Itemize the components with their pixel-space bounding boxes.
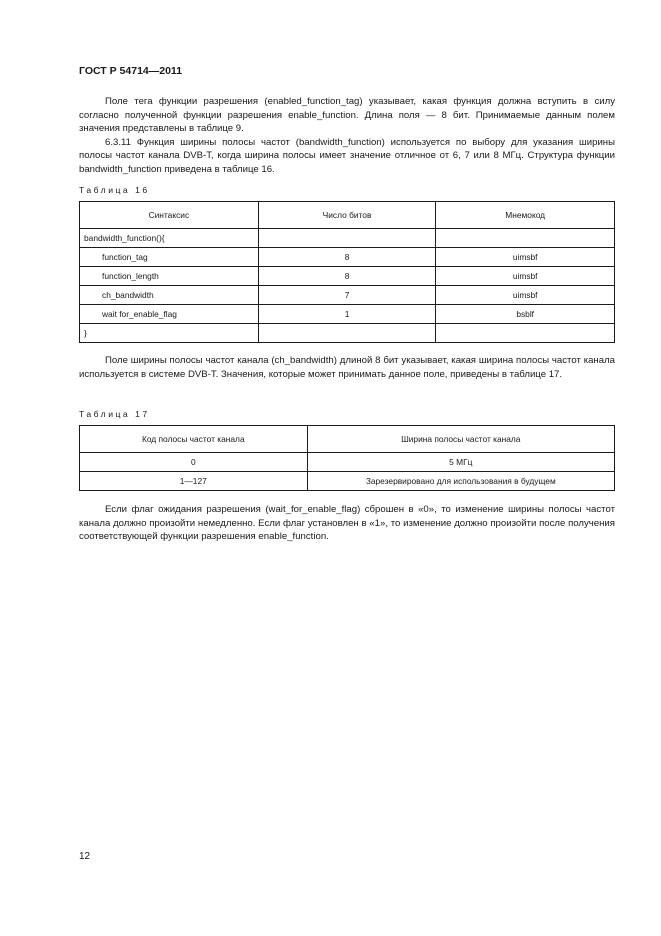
table-row <box>80 229 615 248</box>
table17-cell: 0 <box>80 453 308 472</box>
table16-cell <box>258 324 436 343</box>
table17-caption: Таблица 17 <box>79 409 150 419</box>
paragraph-ch-bandwidth: Поле ширины полосы частот канала (ch_bandwidth) длиной 8 бит указывает, какая ширина полосы частот канала используется в системе DVB-T. Значения, которые может принимать данное поле, приведены в таблице 17. <box>79 355 615 380</box>
table16-cell: bsblf <box>436 305 615 324</box>
table17-cell: Зарезервировано для использования в будущем <box>307 472 614 491</box>
table17-cell: 1—127 <box>80 472 308 491</box>
table16-header-row <box>80 202 615 229</box>
table17-header-width: Ширина полосы частот канала <box>307 426 614 453</box>
table16-cell: function_tag <box>80 248 259 267</box>
table16-cell <box>258 229 436 248</box>
page-number: 12 <box>79 851 91 862</box>
table-row <box>80 305 615 324</box>
paragraph-wait-for-enable-flag: Если флаг ожидания разрешения (wait_for_enable_flag) сброшен в «0», то изменение ширины полосы частот канала должно произойти немедленно. Если флаг установлен в «1», то изменение должно произойти после получения соответствующей функции разрешения enable_function. <box>79 504 615 543</box>
table17-header-code: Код полосы частот канала <box>80 426 308 453</box>
table-row <box>80 248 615 267</box>
table16-cell: } <box>80 324 259 343</box>
table-row <box>80 286 615 305</box>
text-block-1 <box>79 95 615 177</box>
table16-caption: Таблица 16 <box>79 185 150 195</box>
table16-cell: wait for_enable_flag <box>80 305 259 324</box>
table16-cell: 7 <box>258 286 436 305</box>
text-block-3 <box>79 503 615 544</box>
table16-cell <box>436 229 615 248</box>
table16-header-bits: Число битов <box>258 202 436 229</box>
text-block-2 <box>79 354 615 381</box>
paragraph-enabled-function-tag: Поле тега функции разрешения (enabled_function_tag) указывает, какая функция должна вступить в силу согласно полученной функции разрешения enable_function. Длина поля — 8 бит. Принимаемые данным полем значения представлены в таблице 9. <box>79 96 615 135</box>
table16-cell: bandwidth_function(){ <box>80 229 259 248</box>
table16-cell: uimsbf <box>436 267 615 286</box>
table16-cell: 1 <box>258 305 436 324</box>
table-row <box>80 453 615 472</box>
paragraph-bandwidth-function: 6.3.11 Функция ширины полосы частот (bandwidth_function) используется по выбору для указания ширины полосы частот канала DVB-T, когда ширина полосы имеет значение отличное от 6, 7 или 8 МГц. Структура функции bandwidth_function приведена в таблице 16. <box>79 136 615 175</box>
table16-cell: 8 <box>258 267 436 286</box>
table16-cell <box>436 324 615 343</box>
table17-header-row <box>80 426 615 453</box>
table16-header-mnemonic: Мнемокод <box>436 202 615 229</box>
table16-cell: uimsbf <box>436 248 615 267</box>
table16-cell: uimsbf <box>436 286 615 305</box>
table-16 <box>79 201 615 343</box>
table-17 <box>79 425 615 491</box>
table16-header-syntax: Синтаксис <box>80 202 259 229</box>
table-row <box>80 472 615 491</box>
document-header: ГОСТ Р 54714—2011 <box>79 65 183 77</box>
table-row <box>80 267 615 286</box>
table17-cell: 5 МГц <box>307 453 614 472</box>
table-row <box>80 324 615 343</box>
table16-cell: ch_bandwidth <box>80 286 259 305</box>
table16-cell: function_length <box>80 267 259 286</box>
table16-cell: 8 <box>258 248 436 267</box>
